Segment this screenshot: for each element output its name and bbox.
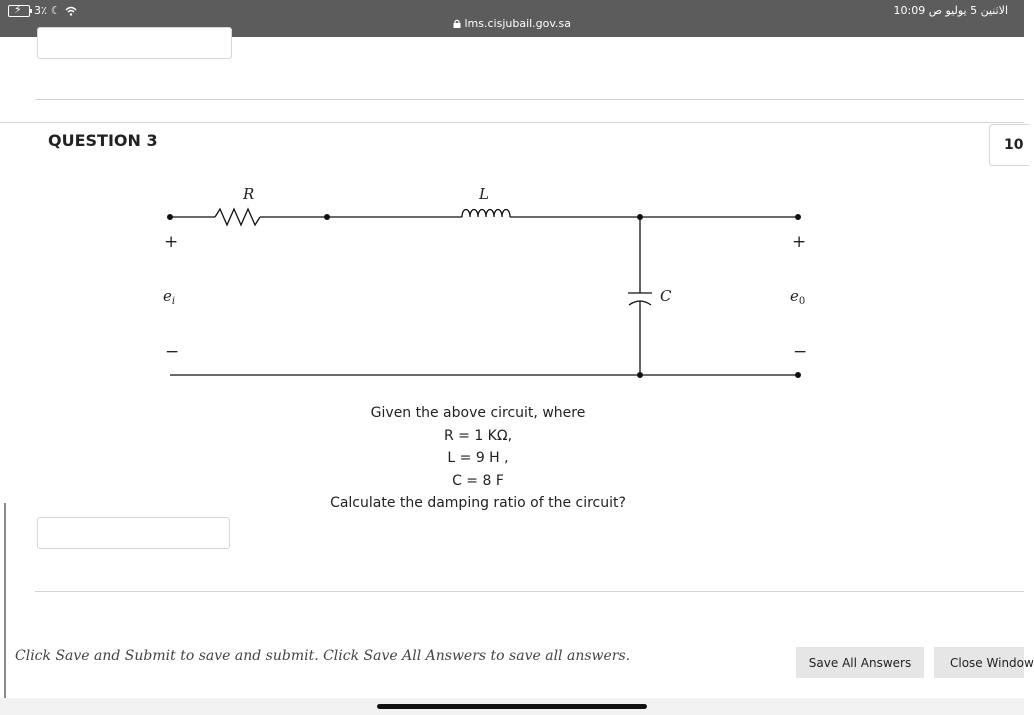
question-line: C = 8 F: [452, 472, 504, 489]
output-minus-sign: −: [793, 342, 808, 362]
divider: [35, 591, 1024, 592]
resistor-label: R: [243, 185, 255, 203]
lock-icon: [453, 19, 461, 28]
node-dot: [167, 214, 173, 220]
input-voltage-label: $e_i$: [163, 287, 176, 307]
node-dot: [795, 372, 801, 378]
answer-input[interactable]: [37, 517, 230, 549]
question-title: QUESTION 3: [48, 131, 158, 150]
points-badge: 10: [989, 124, 1029, 166]
question-line: L = 9 H ,: [447, 450, 509, 466]
question-line: Calculate the damping ratio of the circuit?: [330, 495, 626, 511]
rlc-circuit-diagram: [140, 175, 820, 390]
capacitor-label: C: [660, 287, 672, 305]
battery-icon: ⚡: [8, 5, 30, 17]
home-indicator[interactable]: [377, 704, 647, 709]
wifi-icon: [65, 6, 77, 16]
left-border: [4, 503, 6, 698]
node-dot: [637, 214, 643, 220]
save-all-answers-button[interactable]: Save All Answers: [796, 647, 924, 678]
url-text: lms.cisjubail.gov.sa: [464, 17, 572, 30]
moon-icon: ☾: [50, 4, 61, 17]
inductor-label: L: [479, 185, 489, 203]
node-dot: [637, 372, 643, 378]
output-voltage-label: $e_0$: [790, 287, 806, 307]
battery-percent: 3٪: [34, 4, 47, 17]
output-plus-sign: +: [792, 232, 807, 252]
input-minus-sign: −: [165, 342, 180, 362]
inductor-symbol: [462, 210, 510, 218]
resistor-symbol: [215, 209, 260, 225]
node-dot: [795, 214, 801, 220]
device-status-indicators: [8, 4, 77, 17]
submit-instructions: Click Save and Submit to save and submit. Click Save All Answers to save all answers.: [15, 648, 631, 664]
question-line: R = 1 KΩ,: [443, 427, 513, 444]
node-dot: [324, 214, 330, 220]
date-time: الاثنين 5 يوليو ص 10:09: [893, 4, 1008, 17]
input-plus-sign: +: [164, 232, 179, 252]
close-window-button[interactable]: Close Window: [934, 647, 1024, 678]
question-text: [278, 402, 678, 515]
divider: [35, 99, 1024, 100]
question-top-border: [0, 122, 1024, 123]
previous-answer-box[interactable]: [37, 27, 232, 59]
question-line: Given the above circuit, where: [370, 405, 586, 421]
